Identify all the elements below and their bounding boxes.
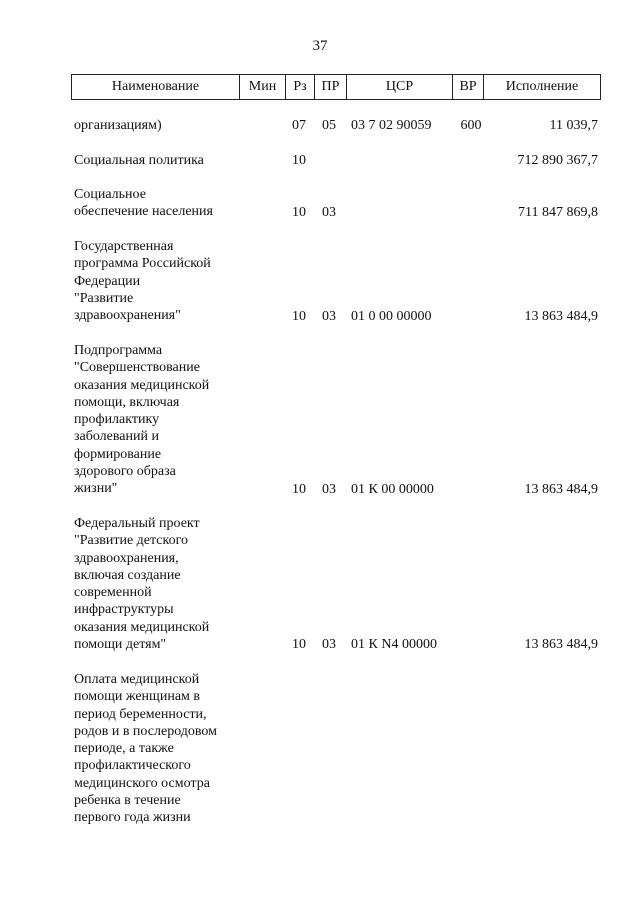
row-rz: 07: [292, 117, 306, 133]
row-pr: 03: [322, 636, 336, 652]
row-name: Оплата медицинской помощи женщинам в период беременности, родов и в послеродовом периоде, а также профилактического медицинского осмотра ребенка в течение первого года жизни: [74, 672, 218, 826]
row-pr: 03: [322, 204, 336, 220]
row-name: Федеральный проект "Развитие детского здравоохранения, включая создание современной инфраструктуры оказания медицинской помощи детям": [74, 516, 210, 653]
row-isp: 13 863 484,9: [524, 308, 598, 324]
row-name: Государственная программа Российской Федерации "Развитие здравоохранения": [74, 239, 211, 324]
row-pr: 03: [322, 308, 336, 324]
row-name: Подпрограмма "Совершенствование оказания медицинской помощи, включая профилактику заболеваний и формирование здорового образа жизни": [74, 343, 210, 497]
row-vr: 600: [460, 117, 482, 133]
table-row: [0, 186, 640, 221]
row-csr: 03 7 02 90059: [351, 117, 432, 133]
row-isp: 11 039,7: [549, 117, 598, 133]
row-rz: 10: [292, 204, 306, 220]
header-isp: Исполнение: [505, 79, 579, 94]
header-csr: ЦСР: [347, 75, 453, 99]
header-min: Мин: [240, 75, 286, 99]
row-name: организациям): [74, 118, 162, 133]
table-row: [0, 515, 640, 653]
row-csr: 01 0 00 00000: [351, 308, 432, 324]
row-rz: 10: [292, 308, 306, 324]
row-isp: 711 847 869,8: [518, 204, 598, 220]
row-name: Социальное обеспечение населения: [74, 187, 213, 220]
table-row: [0, 342, 640, 498]
table-header: [71, 74, 601, 100]
row-rz: 10: [292, 152, 306, 168]
table-row: [0, 238, 640, 325]
row-name: Социальная политика: [74, 153, 204, 168]
row-pr: 03: [322, 481, 336, 497]
header-name: Наименование: [72, 75, 240, 99]
row-isp: 13 863 484,9: [524, 636, 598, 652]
page-number: 37: [312, 38, 328, 54]
header-rz: Рз: [286, 75, 315, 99]
row-pr: 05: [322, 117, 336, 133]
row-csr: 01 К N4 00000: [351, 636, 437, 652]
row-isp: 13 863 484,9: [524, 481, 598, 497]
table-row: [0, 671, 640, 827]
table-row: [0, 117, 640, 134]
row-rz: 10: [292, 636, 306, 652]
header-vr: ВР: [453, 75, 484, 99]
row-isp: 712 890 367,7: [517, 152, 598, 168]
row-csr: 01 К 00 00000: [351, 481, 434, 497]
header-pr: ПР: [315, 75, 347, 99]
row-rz: 10: [292, 481, 306, 497]
table-row: [0, 152, 640, 169]
